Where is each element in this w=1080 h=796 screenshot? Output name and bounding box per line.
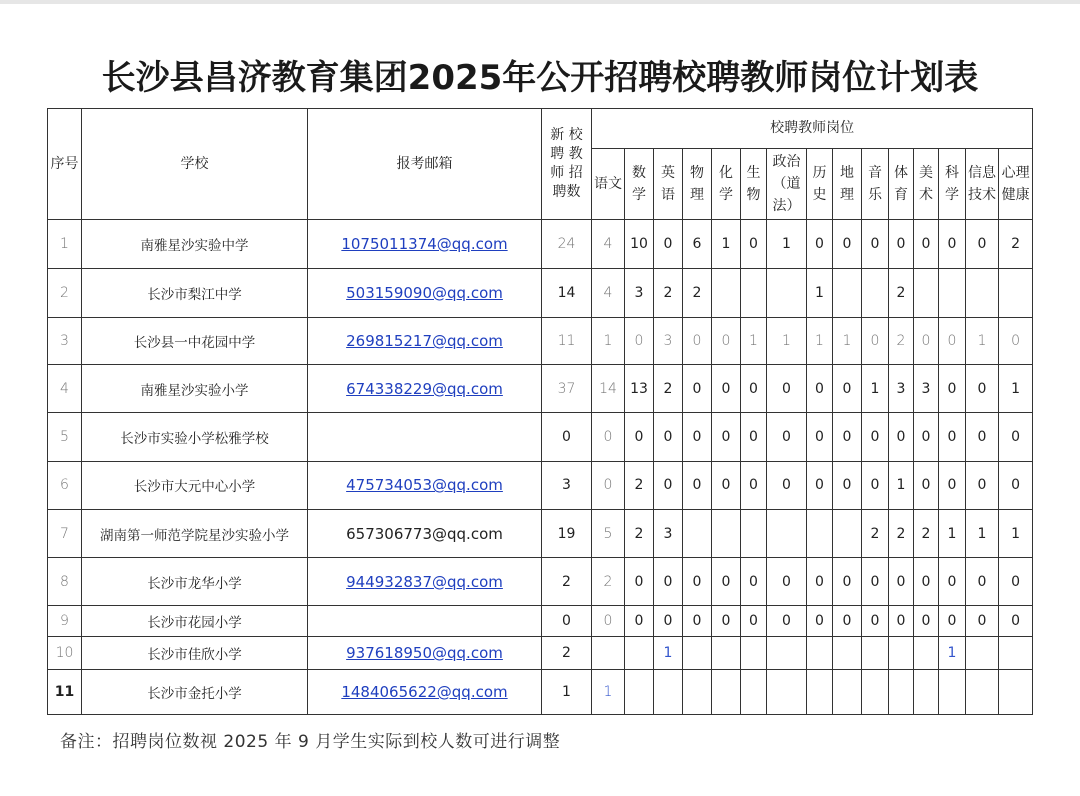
cell-subject-count xyxy=(807,670,833,715)
header-subject: 物 理 xyxy=(683,149,712,220)
cell-subject-count: 1 xyxy=(939,636,966,670)
cell-school: 长沙县一中花园中学 xyxy=(82,317,308,365)
cell-subject-count: 0 xyxy=(999,413,1033,462)
cell-subject-count xyxy=(966,636,999,670)
header-subject: 体 育 xyxy=(889,149,914,220)
header-subject: 地 理 xyxy=(833,149,862,220)
cell-subject-count xyxy=(712,268,741,317)
cell-school: 长沙市金托小学 xyxy=(82,670,308,715)
cell-subject-count: 2 xyxy=(914,509,939,558)
cell-total: 2 xyxy=(542,558,592,606)
cell-subject-count: 2 xyxy=(889,509,914,558)
cell-seq: 10 xyxy=(48,636,82,670)
cell-subject-count: 2 xyxy=(889,317,914,365)
header-subject: 美 术 xyxy=(914,149,939,220)
cell-school: 南雅星沙实验中学 xyxy=(82,220,308,269)
cell-subject-count: 1 xyxy=(767,220,807,269)
cell-seq: 2 xyxy=(48,268,82,317)
cell-subject-count: 0 xyxy=(889,413,914,462)
cell-total: 37 xyxy=(542,365,592,413)
cell-subject-count: 1 xyxy=(833,317,862,365)
cell-subject-count: 0 xyxy=(966,461,999,509)
cell-school: 长沙市花园小学 xyxy=(82,606,308,636)
cell-subject-count: 1 xyxy=(862,365,889,413)
cell-subject-count: 0 xyxy=(914,413,939,462)
cell-subject-count xyxy=(625,636,654,670)
cell-seq: 9 xyxy=(48,606,82,636)
cell-subject-count: 0 xyxy=(999,558,1033,606)
cell-total: 2 xyxy=(542,636,592,670)
table-row xyxy=(48,636,1033,670)
cell-subject-count: 0 xyxy=(999,461,1033,509)
cell-subject-count: 0 xyxy=(862,461,889,509)
cell-subject-count: 0 xyxy=(683,365,712,413)
cell-subject-count: 0 xyxy=(683,413,712,462)
cell-subject-count: 0 xyxy=(833,461,862,509)
cell-subject-count xyxy=(654,670,683,715)
cell-subject-count xyxy=(712,670,741,715)
cell-subject-count: 1 xyxy=(712,220,741,269)
cell-subject-count: 0 xyxy=(862,558,889,606)
cell-subject-count: 0 xyxy=(654,220,683,269)
cell-subject-count xyxy=(914,636,939,670)
cell-subject-count: 0 xyxy=(712,317,741,365)
footnote: 备注：招聘岗位数视 2025 年 9 月学生实际到校人数可进行调整 xyxy=(60,732,561,752)
header-subject: 化 学 xyxy=(712,149,741,220)
cell-subject-count xyxy=(767,636,807,670)
cell-seq: 6 xyxy=(48,461,82,509)
cell-seq: 5 xyxy=(48,413,82,462)
cell-subject-count: 0 xyxy=(833,220,862,269)
cell-subject-count: 1 xyxy=(999,365,1033,413)
cell-subject-count: 0 xyxy=(654,606,683,636)
header-subject: 数 学 xyxy=(625,149,654,220)
cell-subject-count: 0 xyxy=(592,606,625,636)
cell-total: 0 xyxy=(542,413,592,462)
cell-subject-count: 0 xyxy=(807,606,833,636)
cell-subject-count: 0 xyxy=(966,365,999,413)
cell-subject-count: 0 xyxy=(767,558,807,606)
cell-subject-count: 0 xyxy=(807,413,833,462)
cell-subject-count: 0 xyxy=(654,461,683,509)
cell-total: 24 xyxy=(542,220,592,269)
cell-email-link xyxy=(308,606,542,636)
header-total: 新 校 聘 教 师 招 聘数 xyxy=(542,109,592,220)
cell-subject-count: 0 xyxy=(625,317,654,365)
table-row xyxy=(48,509,1033,558)
cell-subject-count xyxy=(939,268,966,317)
cell-subject-count xyxy=(833,636,862,670)
cell-school: 长沙市梨江中学 xyxy=(82,268,308,317)
cell-subject-count: 0 xyxy=(741,413,767,462)
cell-subject-count xyxy=(889,670,914,715)
cell-subject-count: 2 xyxy=(592,558,625,606)
cell-email-link[interactable]: 1484065622@qq.com xyxy=(308,670,542,715)
cell-subject-count xyxy=(683,670,712,715)
header-group: 校聘教师岗位 xyxy=(592,109,1033,149)
cell-subject-count: 10 xyxy=(625,220,654,269)
cell-subject-count xyxy=(999,268,1033,317)
cell-total: 0 xyxy=(542,606,592,636)
table-row xyxy=(48,317,1033,365)
cell-subject-count: 0 xyxy=(889,220,914,269)
cell-email-link[interactable]: 1075011374@qq.com xyxy=(308,220,542,269)
cell-subject-count: 1 xyxy=(741,317,767,365)
cell-subject-count: 0 xyxy=(966,220,999,269)
cell-subject-count xyxy=(767,670,807,715)
cell-subject-count: 0 xyxy=(833,558,862,606)
cell-subject-count: 0 xyxy=(914,220,939,269)
cell-seq: 8 xyxy=(48,558,82,606)
cell-subject-count: 0 xyxy=(807,558,833,606)
cell-subject-count: 14 xyxy=(592,365,625,413)
cell-subject-count: 0 xyxy=(592,413,625,462)
cell-subject-count xyxy=(712,636,741,670)
cell-subject-count: 0 xyxy=(741,461,767,509)
cell-subject-count: 1 xyxy=(654,636,683,670)
cell-subject-count: 0 xyxy=(914,461,939,509)
cell-subject-count: 1 xyxy=(939,509,966,558)
cell-subject-count: 0 xyxy=(654,413,683,462)
cell-subject-count: 1 xyxy=(592,670,625,715)
cell-seq: 3 xyxy=(48,317,82,365)
cell-subject-count: 0 xyxy=(939,461,966,509)
cell-subject-count: 0 xyxy=(592,461,625,509)
cell-subject-count: 0 xyxy=(999,317,1033,365)
cell-subject-count: 0 xyxy=(939,365,966,413)
cell-subject-count xyxy=(889,636,914,670)
cell-subject-count xyxy=(807,636,833,670)
cell-subject-count: 3 xyxy=(914,365,939,413)
cell-email-link[interactable]: 944932837@qq.com xyxy=(308,558,542,606)
cell-subject-count xyxy=(999,636,1033,670)
cell-subject-count: 0 xyxy=(767,413,807,462)
header-subject: 政治 （道 法） xyxy=(767,149,807,220)
cell-subject-count: 0 xyxy=(889,606,914,636)
cell-subject-count xyxy=(741,636,767,670)
cell-subject-count: 0 xyxy=(939,220,966,269)
cell-subject-count xyxy=(833,670,862,715)
cell-subject-count: 2 xyxy=(625,509,654,558)
cell-subject-count: 1 xyxy=(767,317,807,365)
cell-school: 长沙市佳欣小学 xyxy=(82,636,308,670)
cell-subject-count: 0 xyxy=(741,558,767,606)
table-row xyxy=(48,220,1033,269)
cell-email-link[interactable]: 674338229@qq.com xyxy=(308,365,542,413)
cell-subject-count xyxy=(966,268,999,317)
cell-subject-count: 2 xyxy=(889,268,914,317)
cell-subject-count xyxy=(807,509,833,558)
header-subject: 信息 技术 xyxy=(966,149,999,220)
cell-subject-count: 2 xyxy=(654,268,683,317)
cell-total: 1 xyxy=(542,670,592,715)
cell-subject-count xyxy=(712,509,741,558)
cell-subject-count: 0 xyxy=(625,558,654,606)
cell-subject-count: 0 xyxy=(683,606,712,636)
cell-subject-count: 0 xyxy=(807,365,833,413)
cell-subject-count xyxy=(939,670,966,715)
cell-subject-count: 0 xyxy=(999,606,1033,636)
cell-subject-count: 0 xyxy=(833,365,862,413)
cell-seq: 7 xyxy=(48,509,82,558)
table-row xyxy=(48,413,1033,462)
cell-school: 湖南第一师范学院星沙实验小学 xyxy=(82,509,308,558)
cell-subject-count: 0 xyxy=(741,220,767,269)
table-row xyxy=(48,670,1033,715)
table-row xyxy=(48,606,1033,636)
cell-school: 长沙市实验小学松雅学校 xyxy=(82,413,308,462)
header-subject: 心理 健康 xyxy=(999,149,1033,220)
cell-subject-count: 4 xyxy=(592,220,625,269)
cell-subject-count: 0 xyxy=(712,413,741,462)
cell-subject-count: 6 xyxy=(683,220,712,269)
cell-total: 14 xyxy=(542,268,592,317)
cell-subject-count: 4 xyxy=(592,268,625,317)
cell-subject-count xyxy=(741,670,767,715)
cell-subject-count: 0 xyxy=(767,461,807,509)
recruitment-table xyxy=(47,108,1033,715)
cell-subject-count xyxy=(741,268,767,317)
cell-subject-count: 2 xyxy=(683,268,712,317)
cell-subject-count xyxy=(914,670,939,715)
cell-subject-count: 0 xyxy=(966,558,999,606)
cell-subject-count xyxy=(683,636,712,670)
cell-subject-count: 1 xyxy=(999,509,1033,558)
header-subject: 语文 xyxy=(592,149,625,220)
cell-subject-count: 0 xyxy=(939,317,966,365)
cell-subject-count: 5 xyxy=(592,509,625,558)
cell-subject-count: 0 xyxy=(712,606,741,636)
header-seq: 序号 xyxy=(48,109,82,220)
cell-subject-count: 0 xyxy=(939,558,966,606)
page-title: 长沙县昌济教育集团2025年公开招聘校聘教师岗位计划表 xyxy=(101,58,979,98)
cell-subject-count: 0 xyxy=(862,220,889,269)
cell-subject-count: 1 xyxy=(889,461,914,509)
cell-subject-count: 0 xyxy=(741,606,767,636)
cell-subject-count: 0 xyxy=(712,365,741,413)
cell-subject-count: 0 xyxy=(862,413,889,462)
cell-subject-count: 0 xyxy=(625,606,654,636)
table-row xyxy=(48,268,1033,317)
table-row xyxy=(48,365,1033,413)
cell-subject-count: 0 xyxy=(767,606,807,636)
cell-subject-count: 2 xyxy=(999,220,1033,269)
cell-seq: 4 xyxy=(48,365,82,413)
cell-subject-count xyxy=(966,670,999,715)
cell-subject-count: 3 xyxy=(889,365,914,413)
cell-subject-count xyxy=(833,509,862,558)
cell-total: 19 xyxy=(542,509,592,558)
cell-subject-count: 0 xyxy=(833,413,862,462)
cell-subject-count: 1 xyxy=(807,268,833,317)
cell-subject-count: 0 xyxy=(966,413,999,462)
cell-subject-count xyxy=(862,268,889,317)
cell-subject-count: 0 xyxy=(683,558,712,606)
header-subject: 英 语 xyxy=(654,149,683,220)
top-border-line xyxy=(0,0,1080,4)
cell-subject-count: 0 xyxy=(807,220,833,269)
table-row xyxy=(48,558,1033,606)
cell-subject-count: 1 xyxy=(592,317,625,365)
cell-subject-count: 0 xyxy=(683,317,712,365)
cell-total: 11 xyxy=(542,317,592,365)
cell-subject-count: 1 xyxy=(807,317,833,365)
cell-subject-count: 2 xyxy=(625,461,654,509)
cell-subject-count xyxy=(833,268,862,317)
cell-subject-count xyxy=(625,670,654,715)
cell-subject-count: 0 xyxy=(862,317,889,365)
cell-subject-count: 0 xyxy=(712,461,741,509)
cell-subject-count: 0 xyxy=(807,461,833,509)
cell-subject-count: 0 xyxy=(654,558,683,606)
header-subject: 科 学 xyxy=(939,149,966,220)
header-subject: 音 乐 xyxy=(862,149,889,220)
cell-subject-count: 0 xyxy=(914,317,939,365)
cell-email-link[interactable]: 657306773@qq.com xyxy=(308,509,542,558)
cell-subject-count xyxy=(999,670,1033,715)
cell-subject-count: 0 xyxy=(833,606,862,636)
header-subject: 历 史 xyxy=(807,149,833,220)
cell-school: 长沙市大元中心小学 xyxy=(82,461,308,509)
cell-subject-count: 0 xyxy=(889,558,914,606)
cell-subject-count xyxy=(767,268,807,317)
cell-subject-count: 1 xyxy=(966,317,999,365)
cell-email-link[interactable]: 503159090@qq.com xyxy=(308,268,542,317)
cell-subject-count xyxy=(592,636,625,670)
cell-subject-count: 0 xyxy=(966,606,999,636)
cell-email-link[interactable]: 937618950@qq.com xyxy=(308,636,542,670)
cell-email-link[interactable]: 475734053@qq.com xyxy=(308,461,542,509)
cell-subject-count xyxy=(862,636,889,670)
cell-subject-count: 0 xyxy=(914,558,939,606)
table-row xyxy=(48,461,1033,509)
cell-subject-count: 0 xyxy=(914,606,939,636)
cell-subject-count xyxy=(683,509,712,558)
cell-subject-count: 3 xyxy=(654,317,683,365)
cell-subject-count: 0 xyxy=(741,365,767,413)
cell-school: 南雅星沙实验小学 xyxy=(82,365,308,413)
cell-subject-count: 0 xyxy=(862,606,889,636)
cell-email-link[interactable]: 269815217@qq.com xyxy=(308,317,542,365)
cell-subject-count xyxy=(741,509,767,558)
cell-subject-count: 2 xyxy=(862,509,889,558)
cell-subject-count: 0 xyxy=(683,461,712,509)
header-email: 报考邮箱 xyxy=(308,109,542,220)
cell-subject-count: 0 xyxy=(625,413,654,462)
cell-seq: 11 xyxy=(48,670,82,715)
cell-school: 长沙市龙华小学 xyxy=(82,558,308,606)
cell-subject-count: 2 xyxy=(654,365,683,413)
cell-subject-count: 0 xyxy=(939,413,966,462)
header-school: 学校 xyxy=(82,109,308,220)
cell-subject-count xyxy=(767,509,807,558)
cell-email-link xyxy=(308,413,542,462)
cell-subject-count: 3 xyxy=(654,509,683,558)
header-subject: 生 物 xyxy=(741,149,767,220)
cell-subject-count xyxy=(914,268,939,317)
cell-subject-count xyxy=(862,670,889,715)
cell-subject-count: 1 xyxy=(966,509,999,558)
cell-subject-count: 0 xyxy=(712,558,741,606)
cell-subject-count: 13 xyxy=(625,365,654,413)
cell-subject-count: 0 xyxy=(767,365,807,413)
cell-subject-count: 3 xyxy=(625,268,654,317)
cell-subject-count: 0 xyxy=(939,606,966,636)
cell-total: 3 xyxy=(542,461,592,509)
cell-seq: 1 xyxy=(48,220,82,269)
